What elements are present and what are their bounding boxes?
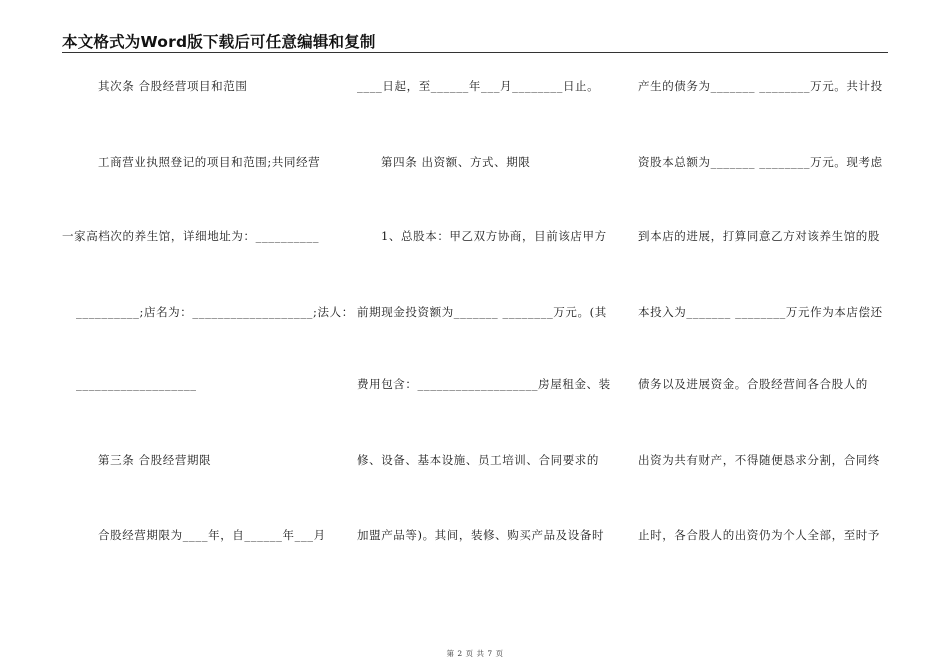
text-column-2 xyxy=(343,0,611,672)
text-line: 其次条 合股经营项目和范围 xyxy=(98,79,248,93)
text-line: 资股本总额为_______ ________万元。现考虑 xyxy=(638,155,883,169)
text-line: ___________________ xyxy=(76,377,197,391)
text-line: 加盟产品等)。其间，装修、购买产品及设备时 xyxy=(357,528,605,542)
text-line: 到本店的进展，打算同意乙方对该养生馆的股 xyxy=(638,229,880,243)
text-line: 一家高档次的养生馆，详细地址为：__________ xyxy=(62,229,320,243)
text-line: 合股经营期限为____年，自______年___月 xyxy=(98,528,326,542)
text-line: 止时，各合股人的出资仍为个人全部，至时予 xyxy=(638,528,880,542)
text-line: ____日起，至______年___月________日止。 xyxy=(357,79,600,93)
text-line: 债务以及进展资金。合股经营间各合股人的 xyxy=(638,377,868,391)
page-indicator: 第 2 页 共 7 页 xyxy=(446,649,504,658)
text-line: 产生的债务为_______ ________万元。共计投 xyxy=(638,79,883,93)
text-line: 1、总股本：甲乙双方协商，目前该店甲方 xyxy=(381,229,607,243)
text-column-1 xyxy=(62,0,354,672)
text-line: 第四条 出资额、方式、期限 xyxy=(381,155,531,169)
text-line: 本投入为_______ ________万元作为本店偿还 xyxy=(638,305,883,319)
text-line: 费用包含：___________________房屋租金、装 xyxy=(357,377,611,391)
text-line: 修、设备、基本设施、员工培训、合同要求的 xyxy=(357,453,599,467)
text-column-3 xyxy=(622,0,883,672)
text-line: 出资为共有财产，不得随便恳求分割，合同终 xyxy=(638,453,880,467)
text-line: __________;店名为：___________________;法人： xyxy=(76,305,354,319)
text-line: 工商营业执照登记的项目和范围;共同经营 xyxy=(98,155,321,169)
document-header-title: 本文格式为Word版下载后可任意编辑和复制 xyxy=(62,33,376,51)
text-line: 前期现金投资额为_______ ________万元。(其 xyxy=(357,305,607,319)
text-line: 第三条 合股经营期限 xyxy=(98,453,212,467)
